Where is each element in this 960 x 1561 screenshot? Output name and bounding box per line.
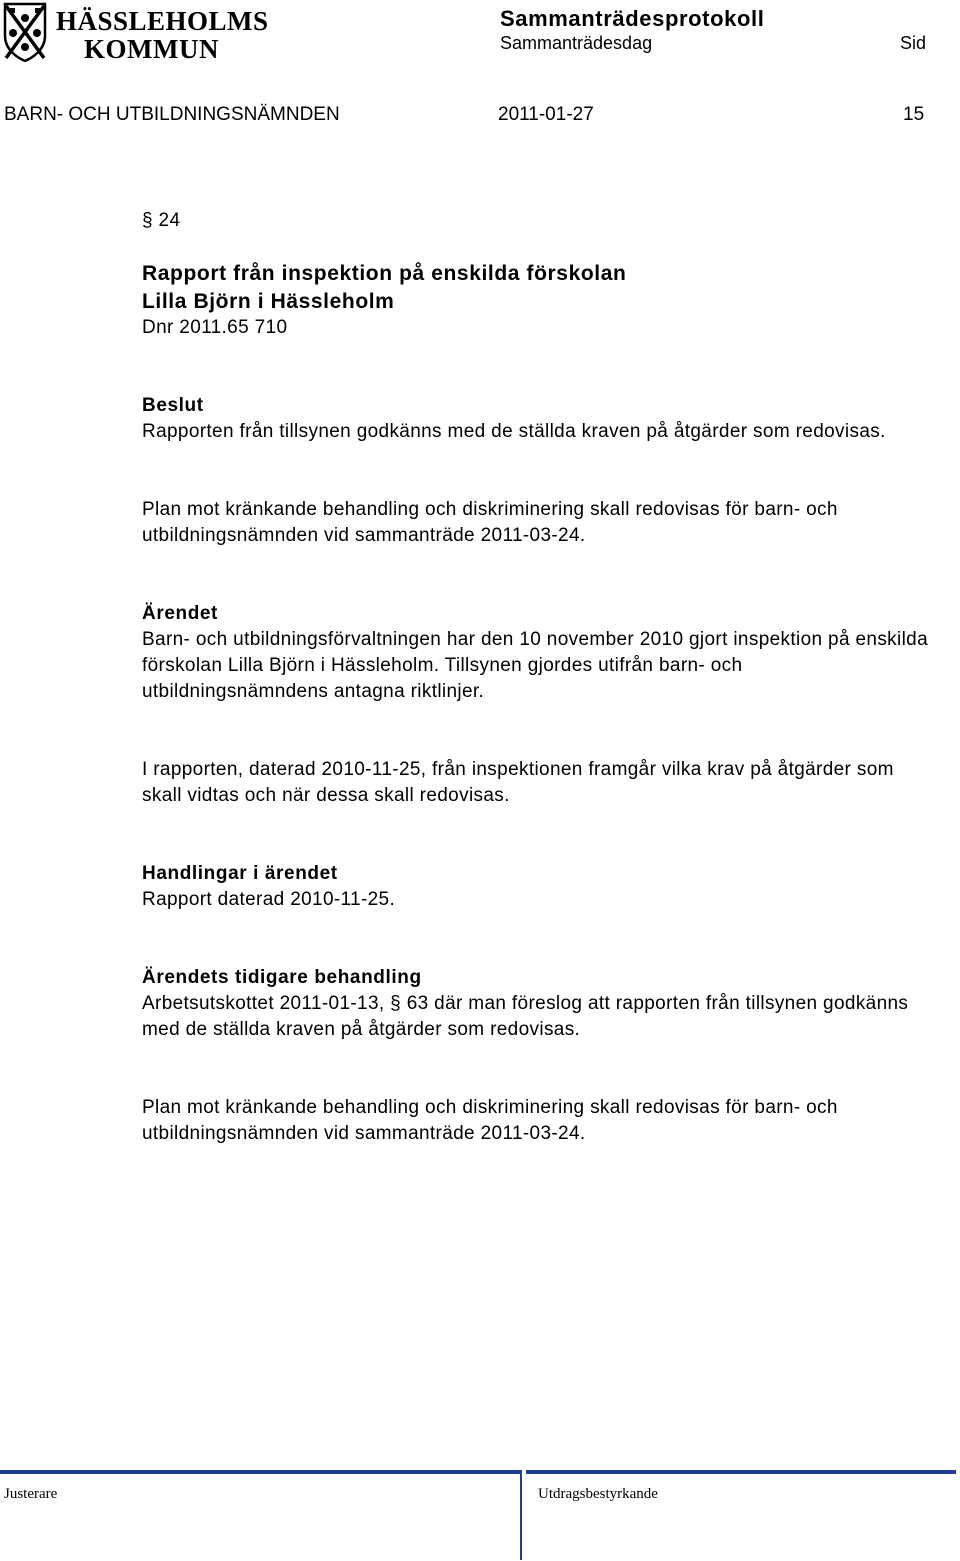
section-number: § 24: [142, 210, 181, 231]
coat-of-arms-icon: [2, 2, 48, 62]
committee-name: BARN- OCH UTBILDNINGSNÄMNDEN: [4, 104, 340, 125]
decision-paragraph: Plan mot kränkande behandling och diskriminering skall redovisas för barn- och utbildningsnämnden vid sammanträde 2011-03-24.: [142, 499, 838, 546]
documents-text: Rapport daterad 2010-11-25.: [142, 889, 396, 910]
certifier-signature-field: Utdragsbestyrkande: [538, 1486, 658, 1502]
previous-handling-paragraph: Plan mot kränkande behandling och diskriminering skall redovisas för barn- och utbildningsnämnden vid sammanträde 2011-03-24.: [142, 1097, 838, 1144]
previous-handling-heading: Ärendets tidigare behandling: [142, 967, 422, 988]
case-title: [142, 260, 932, 316]
org-name-line2: KOMMUN: [84, 34, 219, 64]
matter-section: [142, 601, 932, 705]
page-label: Sid: [900, 33, 927, 53]
previous-handling-paragraph: Arbetsutskottet 2011-01-13, § 63 där man föreslog att rapporten från tillsynen godkänns med de ställda kraven på åtgärder som redovisas.: [142, 993, 909, 1040]
matter-paragraph: Barn- och utbildningsförvaltningen har den 10 november 2010 gjort inspektion på enskilda förskolan Lilla Björn i Hässleholm. Tillsynen gjordes utifrån barn- och utbildningsnämndens antagna riktlinjer.: [142, 629, 929, 702]
footer-divider: [520, 1470, 522, 1560]
meeting-date: 2011-01-27: [498, 104, 594, 125]
org-name-line1: HÄSSLEHOLMS: [56, 6, 269, 36]
decision-heading: Beslut: [142, 395, 204, 416]
adjuster-signature-field: Justerare: [4, 1486, 58, 1502]
matter-paragraph: I rapporten, daterad 2010-11-25, från inspektionen framgår vilka krav på åtgärder som skall vidtas och när dessa skall redovisas.: [142, 759, 894, 806]
decision-section: [142, 393, 932, 445]
footer-rule: [0, 1470, 520, 1474]
meeting-date-label: Sammanträdesdag: [500, 33, 653, 53]
case-title-line1: Rapport från inspektion på enskilda förskolan: [142, 262, 627, 285]
case-title-line2: Lilla Björn i Hässleholm: [142, 290, 395, 313]
documents-section: [142, 861, 932, 913]
document-type: Sammanträdesprotokoll: [500, 6, 765, 31]
page-number: 15: [903, 104, 925, 125]
footer-rule: [526, 1470, 956, 1474]
matter-heading: Ärendet: [142, 603, 218, 624]
documents-heading: Handlingar i ärendet: [142, 863, 338, 884]
municipality-logo: [2, 2, 269, 64]
case-reference-number: Dnr 2011.65 710: [142, 317, 288, 338]
decision-paragraph: Rapporten från tillsynen godkänns med de ställda kraven på åtgärder som redovisas.: [142, 421, 886, 442]
previous-handling-section: [142, 965, 932, 1043]
